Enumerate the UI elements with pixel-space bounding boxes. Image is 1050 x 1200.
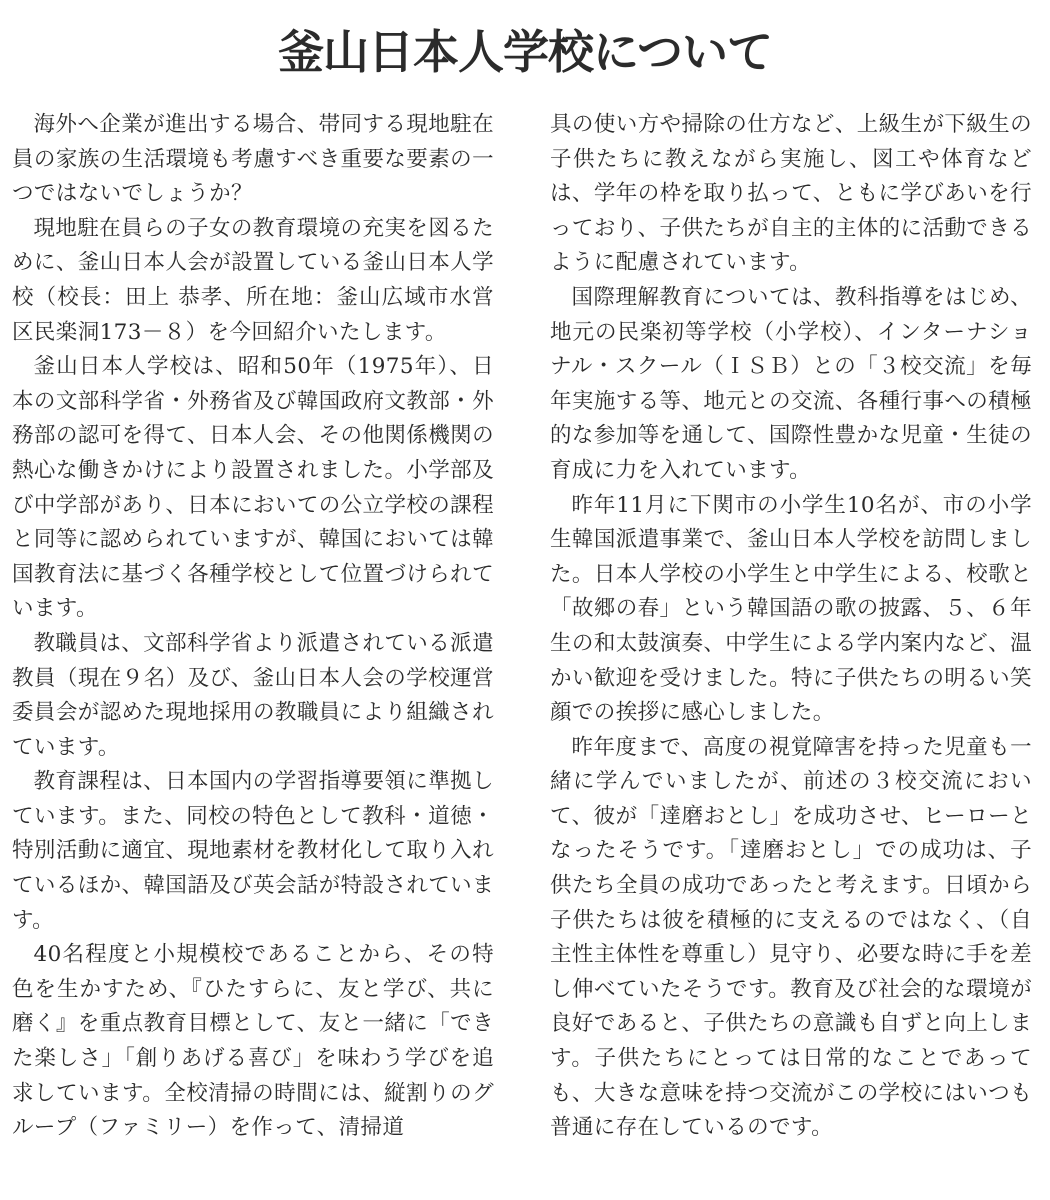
left-column <box>12 108 494 1146</box>
paragraph: 釜山日本人学校は、昭和50年（1975年）、日本の文部科学省・外務省及び韓国政府文教部・外務部の認可を得て、日本人会、その他関係機関の熱心な働きかけにより設置されました。小学部及び中学部があり、日本においての公立学校の課程と同等に認められていますが、韓国においては韓国教育法に基づく各種学校として位置づけられています。 <box>12 354 494 622</box>
article-title: 釜山日本人学校について <box>277 25 773 79</box>
paragraph: 国際理解教育については、教科指導をはじめ、地元の民楽初等学校（小学校）、インターナショナル・スクール（ＩＳＢ）との「３校交流」を毎年実施する等、地元との交流、各種行事への積極的な参加等を通して、国際性豊かな児童・生徒の育成に力を入れています。 <box>550 284 1032 483</box>
paragraph-continuation: 具の使い方や掃除の仕方など、上級生が下級生の子供たちに教えながら実施し、図工や体育などは、学年の枠を取り払って、ともに学びあいを行っており、子供たちが自主的主体的に活動できるように配慮されています。 <box>550 112 1032 276</box>
paragraph: 海外へ企業が進出する場合、帯同する現地駐在員の家族の生活環境も考慮すべき重要な要素の一つではないでしょうか？ <box>12 112 494 207</box>
paragraph: 現地駐在員らの子女の教育環境の充実を図るために、釜山日本人会が設置している釜山日本人学校（校長：田上 恭孝、所在地：釜山広域市水営区民楽洞173－８）を今回紹介いたします。 <box>12 215 494 345</box>
paragraph: 昨年11月に下関市の小学生10名が、市の小学生韓国派遣事業で、釜山日本人学校を訪問しました。日本人学校の小学生と中学生による、校歌と「故郷の春」という韓国語の歌の披露、５、６年生の和太鼓演奏、中学生による学内案内など、温かい歓迎を受けました。特に子供たちの明るい笑顔での挨拶に感心しました。 <box>550 492 1032 726</box>
right-column <box>550 108 1032 1146</box>
paragraph: 昨年度まで、高度の視覚障害を持った児童も一緒に学んでいましたが、前述の３校交流において、彼が「達磨おとし」を成功させ、ヒーローとなったそうです。「達磨おとし」での成功は、子供たち全員の成功であったと考えます。日頃から子供たちは彼を積極的に支えるのではなく、（自主性主体性を尊重し）見守り、必要な時に手を差し伸べていたそうです。教育及び社会的な環境が良好であると、子供たちの意識も自ずと向上します。子供たちにとっては日常的なことであっても、大きな意味を持つ交流がこの学校にはいつも普通に存在しているのです。 <box>550 734 1032 1141</box>
paragraph: 40名程度と小規模校であることから、その特色を生かすため、『ひたすらに、友と学び、共に磨く』を重点教育目標として、友と一緒に「できた楽しさ」「創りあげる喜び」を味わう学びを追求しています。全校清掃の時間には、縦割りのグループ（ファミリー）を作って、清掃道 <box>12 942 494 1141</box>
paragraph: 教職員は、文部科学省より派遣されている派遣教員（現在９名）及び、釜山日本人会の学校運営委員会が認めた現地採用の教職員により組織されています。 <box>12 630 494 760</box>
paragraph: 教育課程は、日本国内の学習指導要領に準拠しています。また、同校の特色として教科・道徳・特別活動に適宜、現地素材を教材化して取り入れているほか、韓国語及び英会話が特設されています。 <box>12 769 494 933</box>
